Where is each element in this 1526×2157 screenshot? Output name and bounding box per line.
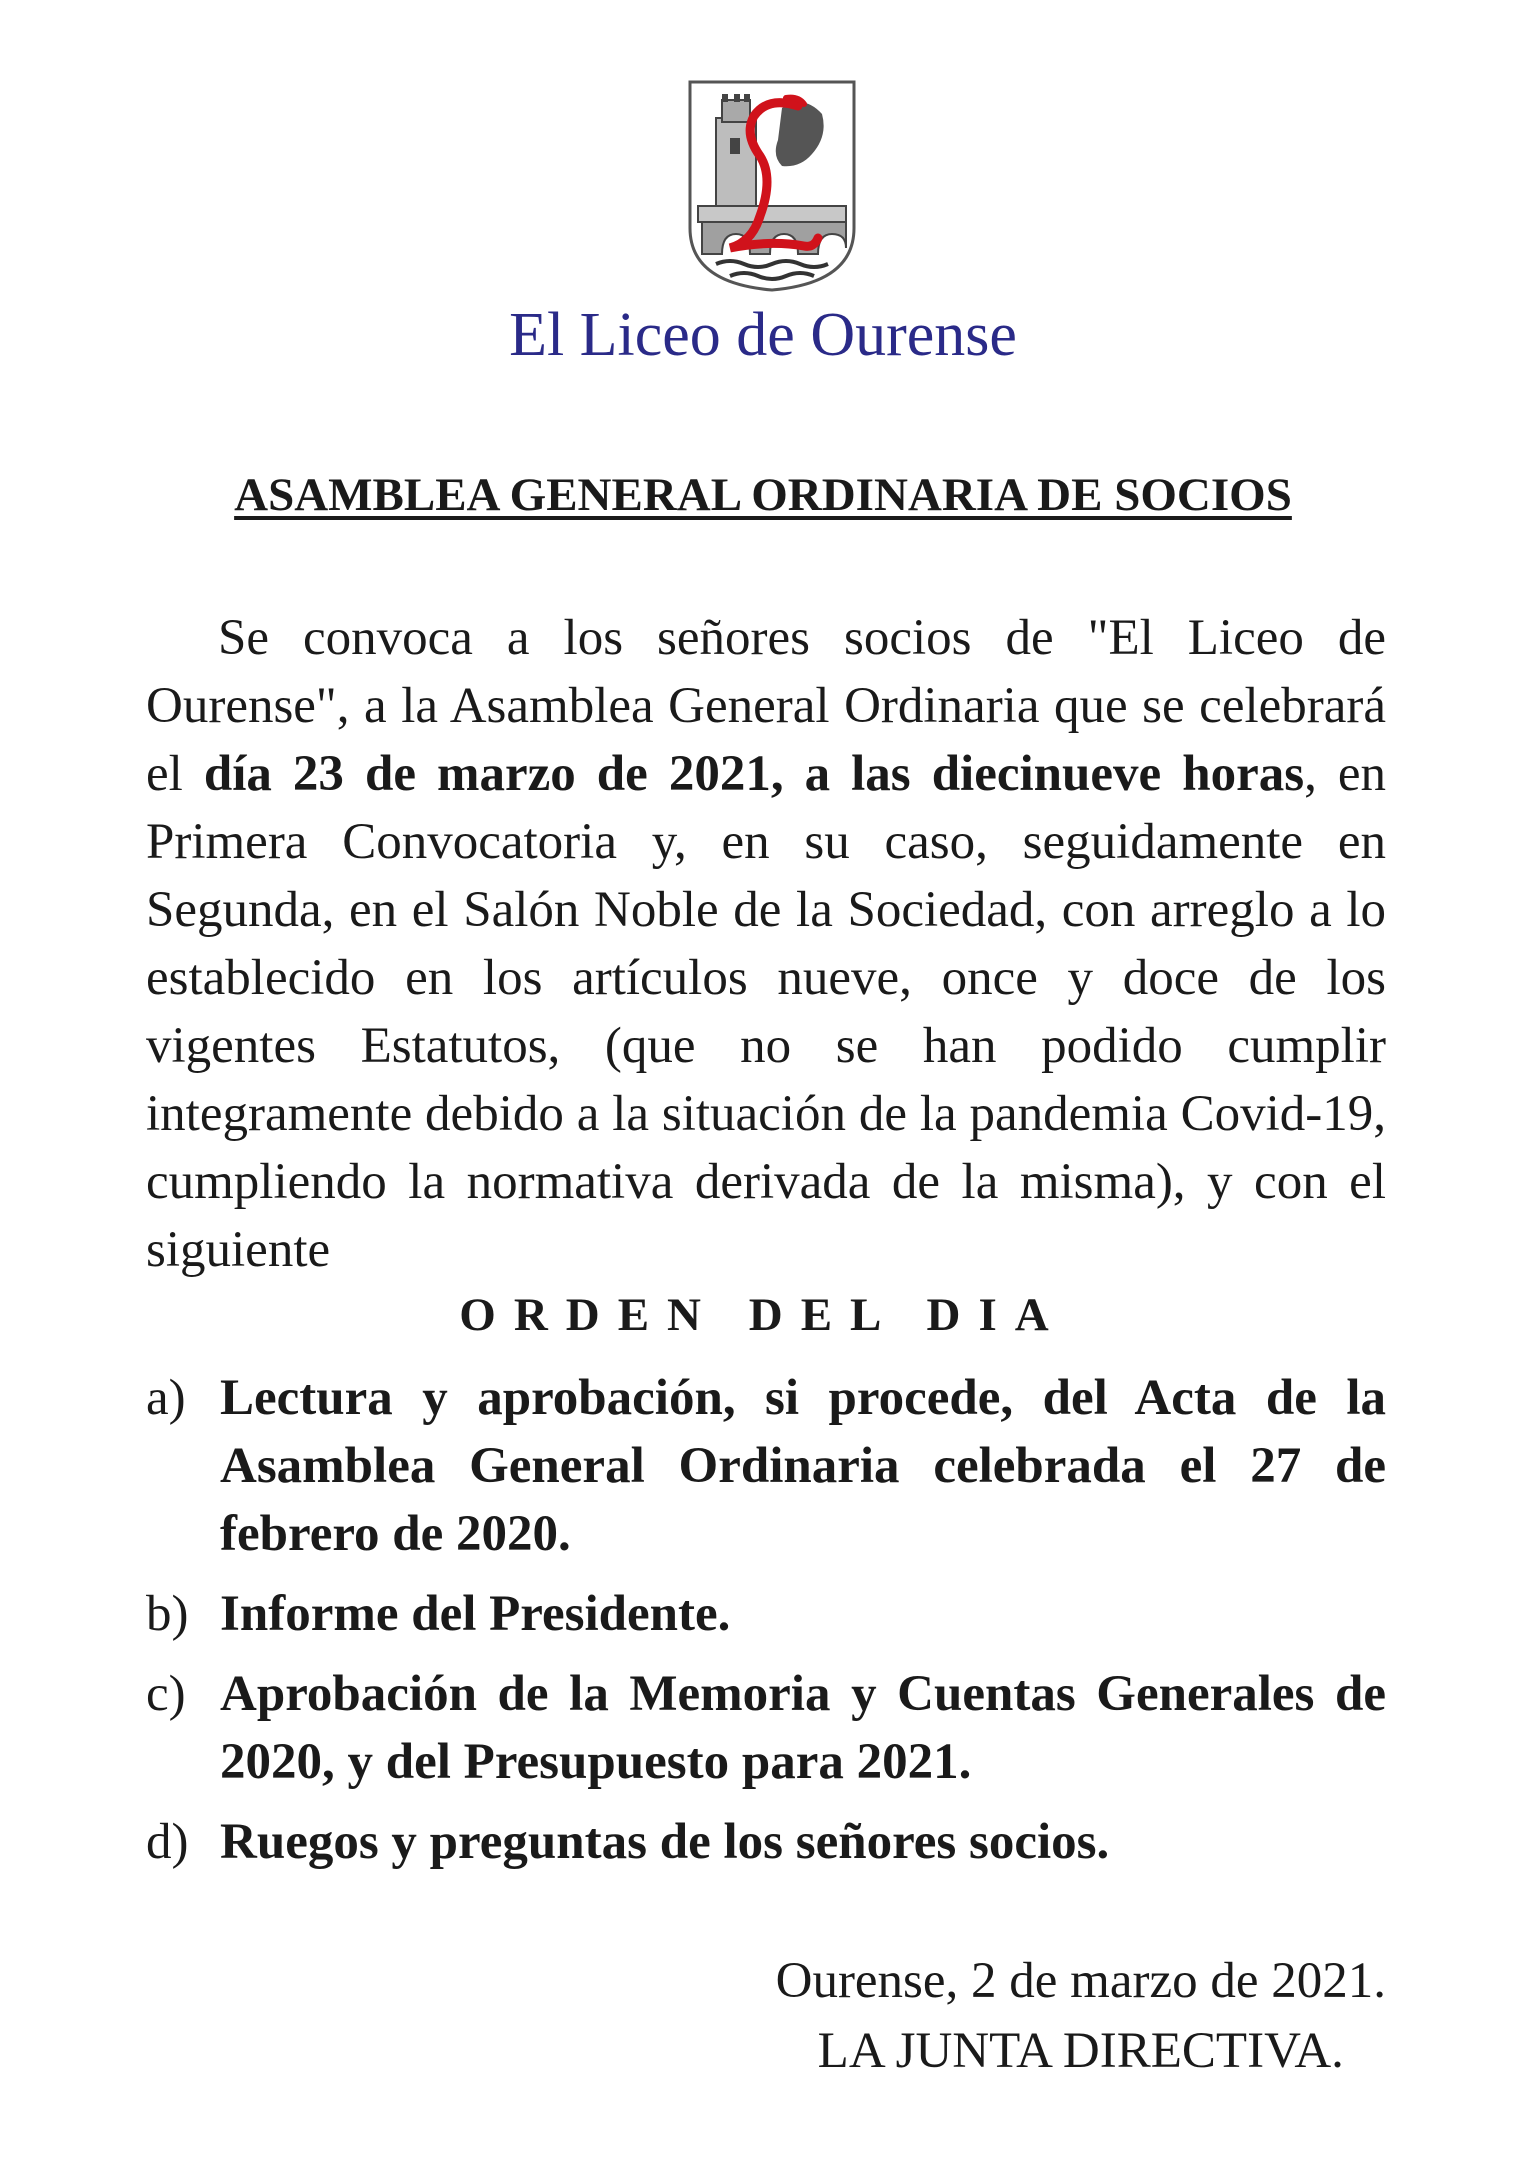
liceo-coat-of-arms-icon	[686, 78, 858, 294]
signature: LA JUNTA DIRECTIVA.	[817, 2023, 1344, 2079]
agenda-item	[146, 1580, 1386, 1648]
agenda-item	[146, 1808, 1386, 1876]
agenda-item-letter: d)	[146, 1814, 189, 1870]
agenda-item-text: Informe del Presidente.	[220, 1586, 731, 1642]
agenda-item-letter: b)	[146, 1586, 189, 1642]
agenda-item-letter: c)	[146, 1666, 186, 1722]
agenda-item-text: Ruegos y preguntas de los señores socios.	[220, 1814, 1110, 1870]
agenda-list	[146, 1364, 1386, 1888]
agenda-item-text: Aprobación de la Memoria y Cuentas Generales de 2020, y del Presupuesto para 2021.	[220, 1666, 1386, 1790]
meeting-date-time: día 23 de marzo de 2021, a las diecinueve horas	[203, 746, 1305, 802]
closing-block	[776, 1946, 1386, 2086]
agenda-item	[146, 1364, 1386, 1568]
paragraph-text-2: , en Primera Convocatoria y, en su caso, seguidamente en Segunda, en el Salón Noble de la Sociedad, con arreglo a lo establecido en los artículos nueve, once y doce de los vigentes Estatutos, (que no se han podido cumplir integramente debido a la situación de la pandemia Covid-19, cumpliendo la normativa derivada de la misma), y con el siguiente	[146, 746, 1386, 1278]
convocation-paragraph	[146, 604, 1386, 1284]
club-name: El Liceo de Ourense	[509, 301, 1017, 369]
agenda-heading: ORDEN DEL DIA	[459, 1289, 1067, 1341]
paragraph-text-1: Se convoca a los señores socios de "El Liceo de Ourense", a la Asamblea General Ordinaria que se celebrará el	[146, 610, 1386, 802]
agenda-item-text: Lectura y aprobación, si procede, del Acta de la Asamblea General Ordinaria celebrada el 27 de febrero de 2020.	[220, 1370, 1386, 1562]
agenda-item-letter: a)	[146, 1370, 186, 1426]
place-date: Ourense, 2 de marzo de 2021.	[775, 1953, 1386, 2009]
agenda-item	[146, 1660, 1386, 1796]
page-title: ASAMBLEA GENERAL ORDINARIA DE SOCIOS	[234, 469, 1292, 521]
